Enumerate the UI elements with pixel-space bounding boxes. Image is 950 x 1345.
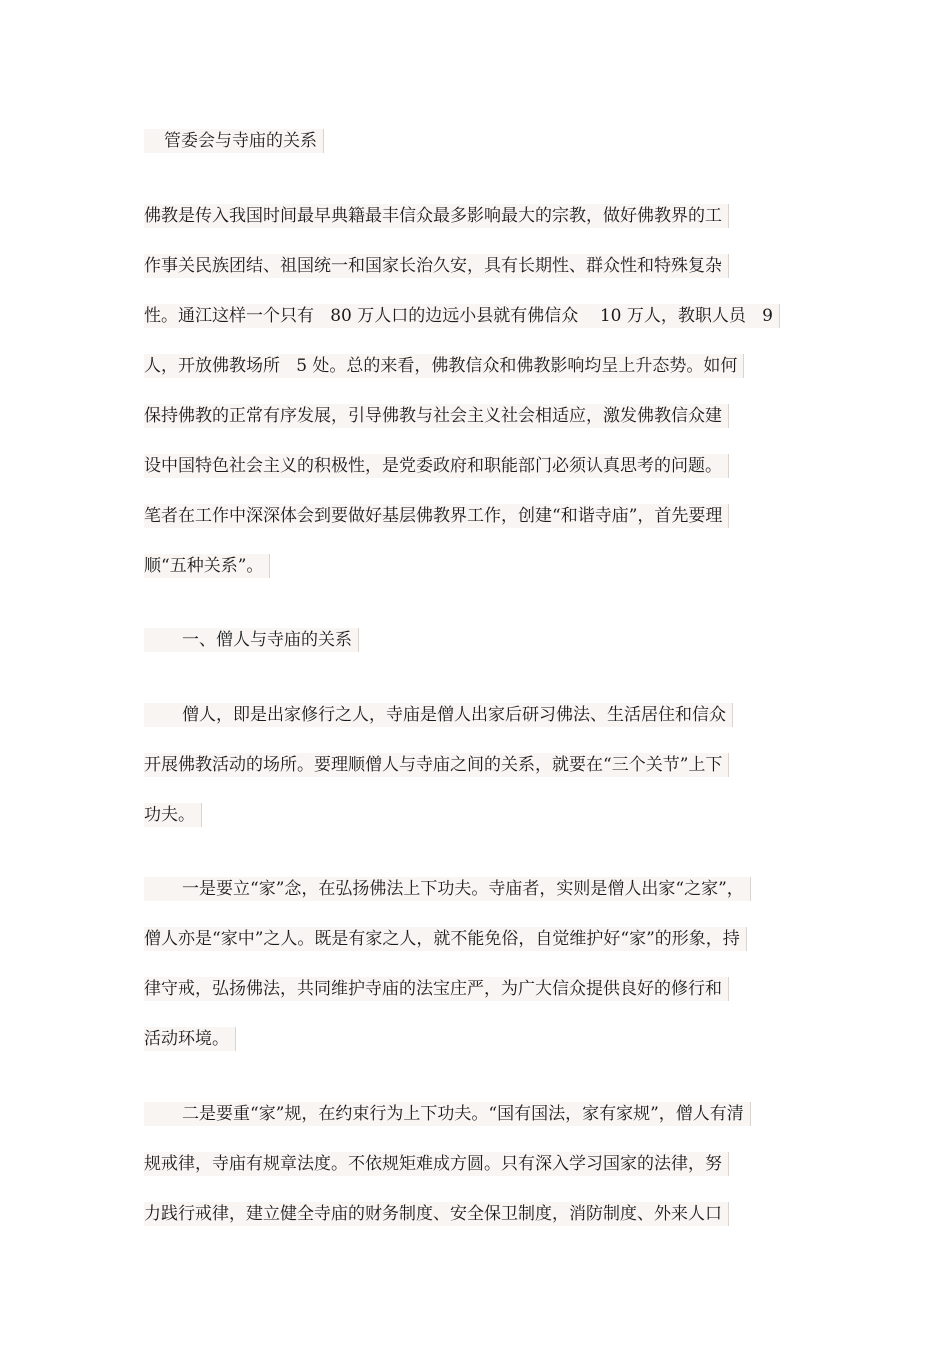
paragraph-line: 僧人亦是“家中”之人。既是有家之人，就不能免俗，自觉维护好“家”的形象，持: [144, 927, 747, 951]
paragraph-line: 保持佛教的正常有序发展，引导佛教与社会主义社会相适应，激发佛教信众建: [144, 404, 729, 428]
paragraph-line: 规戒律，寺庙有规章法度。不依规矩难成方圆。只有深入学习国家的法律，努: [144, 1152, 729, 1176]
paragraph-line: 人，开放佛教场所 5 处。总的来看，佛教信众和佛教影响均呈上升态势。如何: [144, 354, 744, 378]
paragraph-line: 一是要立“家”念，在弘扬佛法上下功夫。寺庙者，实则是僧人出家“之家”，: [144, 877, 751, 901]
paragraph-line: 顺“五种关系”。: [144, 554, 270, 578]
paragraph-line: 开展佛教活动的场所。要理顺僧人与寺庙之间的关系，就要在“三个关节”上下: [144, 753, 729, 777]
paragraph-line: 活动环境。: [144, 1027, 236, 1051]
paragraph-line: 作事关民族团结、祖国统一和国家长治久安，具有长期性、群众性和特殊复杂: [144, 254, 729, 278]
paragraph-line: 功夫。: [144, 803, 202, 827]
paragraph-line: 笔者在工作中深深体会到要做好基层佛教界工作，创建“和谐寺庙”，首先要理: [144, 504, 729, 528]
paragraph-line: 性。通江这样一个只有 80 万人口的边远小县就有佛信众 10 万人，教职人员 9: [144, 304, 780, 328]
document-title: 管委会与寺庙的关系: [144, 129, 324, 153]
paragraph-line: 设中国特色社会主义的积极性，是党委政府和职能部门必须认真思考的问题。: [144, 454, 729, 478]
paragraph-line: 律守戒，弘扬佛法，共同维护寺庙的法宝庄严，为广大信众提供良好的修行和: [144, 977, 729, 1001]
paragraph-line: 僧人，即是出家修行之人，寺庙是僧人出家后研习佛法、生活居住和信众: [144, 703, 733, 727]
section-heading: 一、僧人与寺庙的关系: [144, 628, 359, 652]
paragraph-line: 二是要重“家”规，在约束行为上下功夫。“国有国法，家有家规”，僧人有清: [144, 1102, 751, 1126]
paragraph-line: 佛教是传入我国时间最早典籍最丰信众最多影响最大的宗教，做好佛教界的工: [144, 204, 729, 228]
paragraph-line: 力践行戒律，建立健全寺庙的财务制度、安全保卫制度，消防制度、外来人口: [144, 1202, 729, 1226]
